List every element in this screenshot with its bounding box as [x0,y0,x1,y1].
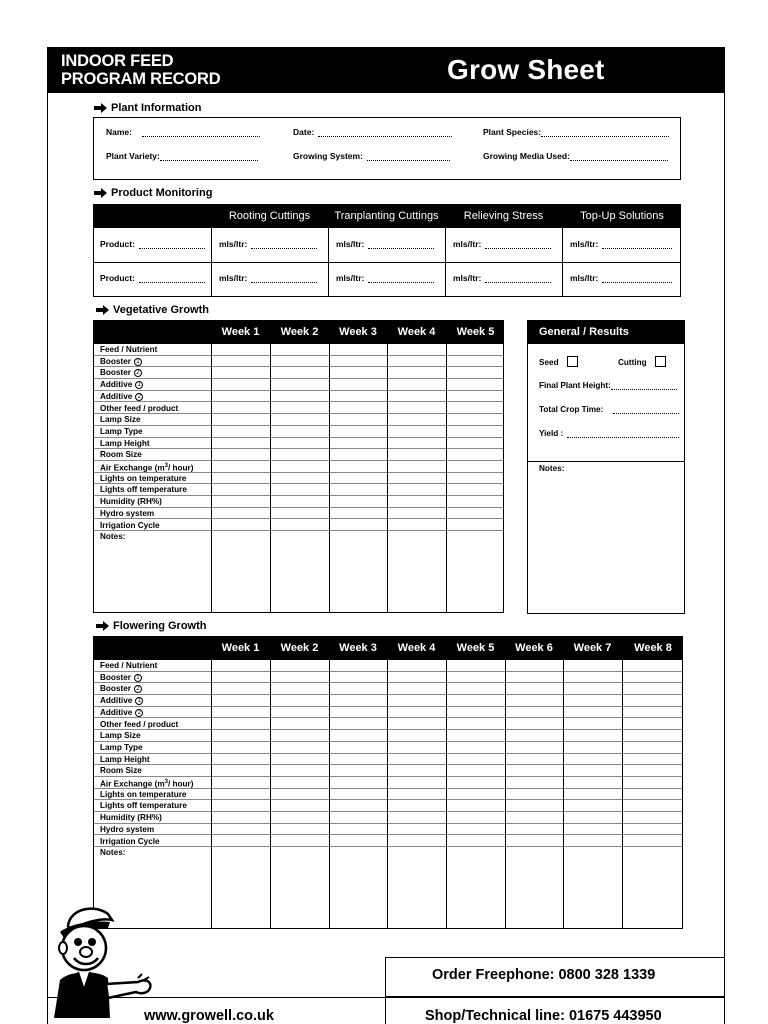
cutting-option[interactable] [618,356,666,367]
table-row[interactable] [94,742,682,754]
notes-label: Notes: [539,464,565,473]
row-label: Irrigation Cycle [100,520,160,530]
arrow-right-icon [96,621,109,631]
table-row[interactable] [94,403,503,415]
row-label: Additive [100,696,133,706]
mls-field[interactable] [453,273,551,283]
flowering-growth-table [93,636,683,929]
species-line[interactable] [541,128,669,137]
row-label: Lamp Height [100,754,150,764]
final-height-field[interactable] [539,381,677,390]
vegetative-growth-table [93,320,504,613]
divider [622,660,623,928]
footer-divider [47,997,725,998]
table-row[interactable] [94,438,503,450]
table-row[interactable] [94,414,503,426]
plant-info-heading [94,101,201,115]
page-header [47,47,725,93]
header-line-1: INDOOR FEED [61,52,174,70]
row-label: Lights on temperature [100,473,187,483]
product-monitoring-heading [94,186,212,200]
product-label: Product: [100,239,135,249]
variety-line[interactable] [160,152,258,161]
date-field[interactable] [293,127,452,137]
col-transplanting-cuttings: Tranplanting Cuttings [334,210,439,222]
mascot-illustration [50,898,160,1018]
plant-info-box [93,117,681,180]
yield-label: Yield : [539,429,564,438]
system-line[interactable] [367,152,450,161]
height-label: Final Plant Height: [539,381,611,390]
mls-line[interactable] [368,274,434,283]
divider [94,262,680,263]
table-row[interactable] [94,824,682,836]
col-relieving-stress: Relieving Stress [463,210,544,222]
table-row[interactable] [94,695,682,707]
mls-field[interactable] [453,239,551,249]
table-row[interactable] [94,754,682,766]
circled-number: 1 [134,358,142,366]
circled-number: 2 [135,709,143,717]
superscript: 3 [164,779,168,785]
vegetative-heading [96,303,209,317]
media-line[interactable] [570,152,668,161]
flw-week-7: Week 7 [573,642,612,654]
product-line[interactable] [139,274,205,283]
mls-label: mls/ltr: [336,239,365,249]
col-rooting-cuttings: Rooting Cuttings [228,210,311,222]
seed-checkbox[interactable] [567,356,578,367]
flw-week-6: Week 6 [515,642,553,654]
flw-week-8: Week 8 [634,642,672,654]
divider [329,344,330,612]
row-label: Lamp Size [100,415,141,425]
table-row[interactable] [94,391,503,403]
table-row[interactable] [94,707,682,719]
table-row[interactable] [94,812,682,824]
row-label: Booster [100,672,131,682]
general-results-title: General / Results [528,321,684,344]
order-freephone: Order Freephone: 0800 328 1339 [432,967,656,983]
row-label: Lights off temperature [100,801,187,811]
row-label: Humidity (RH%) [100,497,162,507]
plant-info-label: Plant Information [111,102,202,114]
mls-field[interactable] [570,239,672,249]
veg-week-2: Week 2 [280,326,319,338]
row-label: Irrigation Cycle [100,836,160,846]
row-label: Feed / Nutrient [100,345,158,354]
species-label: Plant Species: [483,127,542,137]
flw-week-4: Week 4 [397,642,436,654]
table-row[interactable] [94,836,682,848]
mls-label: mls/ltr: [219,239,248,249]
table-row[interactable] [94,730,682,742]
crop-time-line[interactable] [613,405,679,414]
media-label: Growing Media Used: [483,151,570,161]
circled-number: 1 [135,381,143,389]
flw-week-2: Week 2 [280,642,319,654]
divider [211,660,212,928]
table-row[interactable] [94,449,503,461]
yield-line[interactable] [567,429,679,438]
veg-week-5: Week 5 [456,326,495,338]
row-label: Lamp Size [100,731,141,741]
table-row[interactable] [94,379,503,391]
flowering-heading [96,619,207,633]
circled-number: 1 [135,697,143,705]
grow-sheet-title: Grow Sheet [447,54,605,85]
name-field[interactable] [106,127,260,137]
mls-field[interactable] [219,239,317,249]
row-label: Air Exchange (m [100,779,165,789]
crop-time-field[interactable] [539,405,679,414]
name-label: Name: [106,127,132,137]
mls-label: mls/ltr: [453,239,482,249]
row-label: Humidity (RH%) [100,813,162,823]
row-label-end: / hour) [167,463,194,473]
row-label: Feed / Nutrient [100,661,158,670]
circled-number: 1 [134,674,142,682]
flowering-label: Flowering Growth [113,620,207,632]
mls-line[interactable] [602,274,672,283]
table-row[interactable] [94,344,503,356]
product-monitoring-table [93,204,681,297]
mls-field[interactable] [336,273,434,283]
mls-label: mls/ltr: [336,273,365,283]
row-label: Additive [100,391,133,401]
mls-line[interactable] [602,240,672,249]
mls-field[interactable] [219,273,317,283]
divider [387,660,388,928]
divider [270,344,271,612]
growing-media-field[interactable] [483,151,668,161]
website-link[interactable]: www.growell.co.uk [144,1008,274,1024]
mls-label: mls/ltr: [570,273,599,283]
divider [528,461,684,462]
mls-line[interactable] [251,274,317,283]
row-label: Lamp Type [100,742,143,752]
cutting-label: Cutting [618,358,647,367]
row-label: Hydro system [100,824,155,834]
flw-week-3: Week 3 [339,642,377,654]
table-row[interactable] [94,765,682,777]
table-row[interactable] [94,496,503,508]
header-title [61,52,220,88]
row-label: Notes: [100,848,126,858]
mls-label: mls/ltr: [453,273,482,283]
cutting-checkbox[interactable] [655,356,666,367]
veg-week-3: Week 3 [339,326,377,338]
arrow-right-icon [94,103,107,113]
flw-week-5: Week 5 [456,642,495,654]
table-row[interactable] [94,356,503,368]
arrow-right-icon [96,305,109,315]
divider [270,660,271,928]
table-row[interactable] [94,508,503,520]
product-monitoring-label: Product Monitoring [111,187,213,199]
row-label: Other feed / product [100,403,179,413]
date-line[interactable] [318,128,452,137]
species-field[interactable] [483,127,669,137]
date-label: Date: [293,127,315,137]
row-label: Room Size [100,450,142,460]
divider [446,660,447,928]
growing-system-field[interactable] [293,151,450,161]
row-label-end: / hour) [167,779,194,789]
row-label: Notes: [100,532,126,542]
mls-line[interactable] [485,274,551,283]
row-label: Lights on temperature [100,789,187,799]
crop-time-label: Total Crop Time: [539,405,604,414]
row-label: Other feed / product [100,719,179,729]
mls-label: mls/ltr: [219,273,248,283]
mls-field[interactable] [570,273,672,283]
row-label: Lamp Type [100,426,143,436]
circled-number: 2 [134,369,142,377]
row-label: Lights off temperature [100,485,187,495]
mls-line[interactable] [485,240,551,249]
table-row[interactable] [94,672,682,684]
product-line[interactable] [139,240,205,249]
table-row[interactable] [94,777,682,789]
table-row[interactable] [94,461,503,473]
product-field-2[interactable] [100,273,205,283]
mls-line[interactable] [251,240,317,249]
product-field-1[interactable] [100,239,205,249]
mls-line[interactable] [368,240,434,249]
table-row[interactable] [94,660,682,672]
col-top-up-solutions: Top-Up Solutions [580,210,664,222]
divider [563,660,564,928]
veg-week-4: Week 4 [397,326,436,338]
shop-technical-line: Shop/Technical line: 01675 443950 [425,1008,662,1024]
row-label: Additive [100,380,133,390]
table-row[interactable] [94,789,682,801]
row-label: Hydro system [100,508,155,518]
table-row[interactable] [94,426,503,438]
divider [387,344,388,612]
divider [446,344,447,612]
variety-field[interactable] [106,151,258,161]
variety-label: Plant Variety: [106,151,160,161]
table-row[interactable] [94,484,503,496]
divider [505,660,506,928]
superscript: 3 [164,463,168,469]
system-label: Growing System: [293,151,363,161]
product-label: Product: [100,273,135,283]
table-row[interactable] [94,367,503,379]
flw-week-1: Week 1 [221,642,260,654]
general-results-box [527,320,685,614]
row-label: Air Exchange (m [100,463,165,473]
seed-label: Seed [539,358,559,367]
table-row[interactable] [94,719,682,731]
mls-label: mls/ltr: [570,239,599,249]
name-line[interactable] [142,128,260,137]
divider [211,344,212,612]
circled-number: 2 [135,393,143,401]
height-line[interactable] [611,381,677,390]
seed-option[interactable] [539,356,578,367]
arrow-right-icon [94,188,107,198]
table-row[interactable] [94,531,503,543]
row-label: Lamp Height [100,438,150,448]
mls-field[interactable] [336,239,434,249]
row-label: Booster [100,356,131,366]
row-label: Room Size [100,766,142,776]
header-line-2: PROGRAM RECORD [61,70,221,88]
table-row[interactable] [94,847,682,859]
table-row[interactable] [94,520,503,532]
vegetative-label: Vegetative Growth [113,304,209,316]
row-label: Booster [100,684,131,694]
table-row[interactable] [94,683,682,695]
yield-field[interactable] [539,429,679,438]
table-row[interactable] [94,473,503,485]
table-row[interactable] [94,800,682,812]
veg-week-1: Week 1 [221,326,260,338]
row-label: Booster [100,368,131,378]
divider [329,660,330,928]
circled-number: 2 [134,685,142,693]
row-label: Additive [100,707,133,717]
